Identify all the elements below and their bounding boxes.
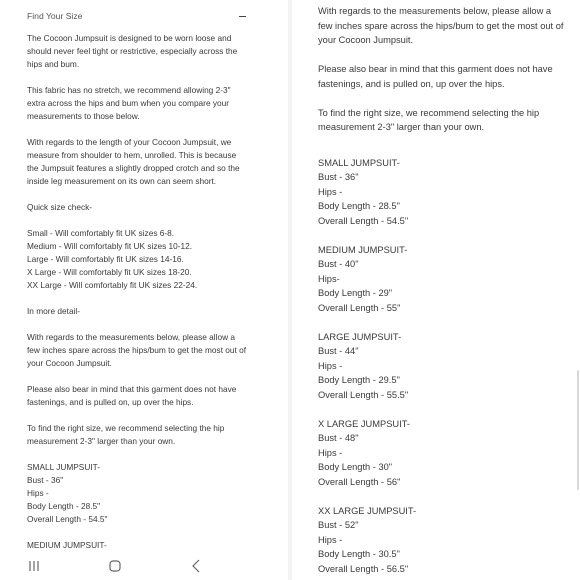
- small-size-block: [318, 156, 568, 229]
- size-bust: Bust - 44": [318, 346, 359, 356]
- quick-size-list: [27, 227, 249, 292]
- back-icon[interactable]: [189, 558, 205, 574]
- right-size-paragraph: To find the right size, we recommend selecting the hip measurement 2-3" larger than your own.: [27, 423, 225, 446]
- size-hips: Hips -: [318, 534, 343, 545]
- size-hips: Hips -: [27, 488, 49, 498]
- size-bust: Bust - 40": [318, 259, 359, 269]
- size-overall-length: Overall Length - 54.5": [27, 514, 108, 524]
- size-hips: Hips -: [318, 447, 343, 458]
- fastenings-paragraph: Please also bear in mind that this garment does not have fastenings, and is pulled on, up over the hips.: [27, 384, 237, 407]
- right-screenshot-pane: [292, 0, 580, 580]
- right-size-paragraph: To find the right size, we recommend selecting the hip measurement 2-3" larger than your own.: [318, 107, 540, 132]
- find-your-size-header[interactable]: [27, 0, 249, 32]
- large-size-block: [318, 330, 568, 403]
- size-overall-length: Overall Length - 55": [318, 302, 401, 313]
- quick-size-xlarge: X Large - Will comfortably fit UK sizes 18-20.: [27, 267, 192, 277]
- size-bust: Bust - 48": [318, 433, 359, 443]
- size-body-length: Body Length - 29.5": [318, 375, 400, 385]
- fastenings-paragraph: Please also bear in mind that this garment does not have fastenings, and is pulled on, up over the hips.: [318, 64, 553, 89]
- quick-size-large: Large - Will comfortably fit UK sizes 14-16.: [27, 254, 184, 264]
- size-name: XX LARGE JUMPSUIT-: [318, 505, 417, 516]
- allowance-paragraph: With regards to the measurements below, please allow a few inches spare across the hips/bum to get the most out of your Cocoon Jumpsuit.: [27, 332, 247, 368]
- length-paragraph: With regards to the length of your Cocoon Jumpsuit, we measure from shoulder to hem, unrolled. This is because the Jumpsuit features a slightly dropped crotch and so the inside leg measurement on its own can seem short.: [27, 137, 240, 186]
- size-overall-length: Overall Length - 56": [318, 476, 401, 487]
- quick-size-small: Small - Will comfortably fit UK sizes 6-8.: [27, 228, 175, 238]
- size-guide-content: [27, 0, 249, 552]
- scrollbar[interactable]: [577, 370, 579, 490]
- size-hips: Hips -: [318, 186, 343, 197]
- recents-icon[interactable]: [26, 558, 42, 574]
- size-name: X LARGE JUMPSUIT-: [318, 418, 410, 429]
- allowance-paragraph: With regards to the measurements below, please allow a few inches spare across the hips/bum to get the most out of your Cocoon Jumpsuit.: [318, 6, 564, 45]
- size-hips: Hips -: [318, 360, 343, 371]
- quick-size-heading: Quick size check-: [27, 202, 93, 212]
- medium-heading-cut-off: MEDIUM JUMPSUIT-: [27, 540, 107, 550]
- find-your-size-title: Find Your Size: [27, 11, 83, 21]
- xlarge-size-block: [318, 417, 568, 490]
- size-overall-length: Overall Length - 56.5": [318, 563, 409, 574]
- home-icon[interactable]: [107, 558, 123, 574]
- android-nav-bar: [0, 552, 288, 580]
- size-name: SMALL JUMPSUIT-: [318, 157, 400, 168]
- size-hips: Hips-: [318, 273, 340, 284]
- intro-paragraph: The Cocoon Jumpsuit is designed to be worn loose and should never feel tight or restrictive, especially across the hips and bum.: [27, 33, 238, 69]
- quick-size-xxlarge: XX Large - Will comfortably fit UK sizes 22-24.: [27, 280, 198, 290]
- left-screenshot-pane: [0, 0, 288, 580]
- size-bust: Bust - 36": [27, 475, 64, 485]
- small-size-block: [27, 461, 249, 526]
- size-details-content: [318, 4, 568, 580]
- size-overall-length: Overall Length - 54.5": [318, 215, 409, 226]
- more-detail-heading: In more detail-: [27, 306, 81, 316]
- stretch-paragraph: This fabric has no stretch, we recommend allowing 2-3" extra across the hips and bum when you compare your measurements to those below.: [27, 85, 231, 121]
- size-body-length: Body Length - 28.5": [27, 501, 101, 511]
- size-name: SMALL JUMPSUIT-: [27, 462, 100, 472]
- xxlarge-size-block: [318, 504, 568, 577]
- quick-size-medium: Medium - Will comfortably fit UK sizes 10-12.: [27, 241, 193, 251]
- size-overall-length: Overall Length - 55.5": [318, 389, 409, 400]
- medium-size-block: [318, 243, 568, 316]
- size-body-length: Body Length - 30": [318, 462, 393, 472]
- size-body-length: Body Length - 30.5": [318, 549, 400, 559]
- size-bust: Bust - 36": [318, 172, 359, 182]
- size-name: MEDIUM JUMPSUIT-: [318, 244, 408, 255]
- size-bust: Bust - 52": [318, 520, 359, 530]
- size-body-length: Body Length - 29": [318, 288, 393, 298]
- collapse-minus-icon[interactable]: [239, 16, 246, 17]
- size-name: LARGE JUMPSUIT-: [318, 331, 402, 342]
- size-body-length: Body Length - 28.5": [318, 201, 400, 211]
